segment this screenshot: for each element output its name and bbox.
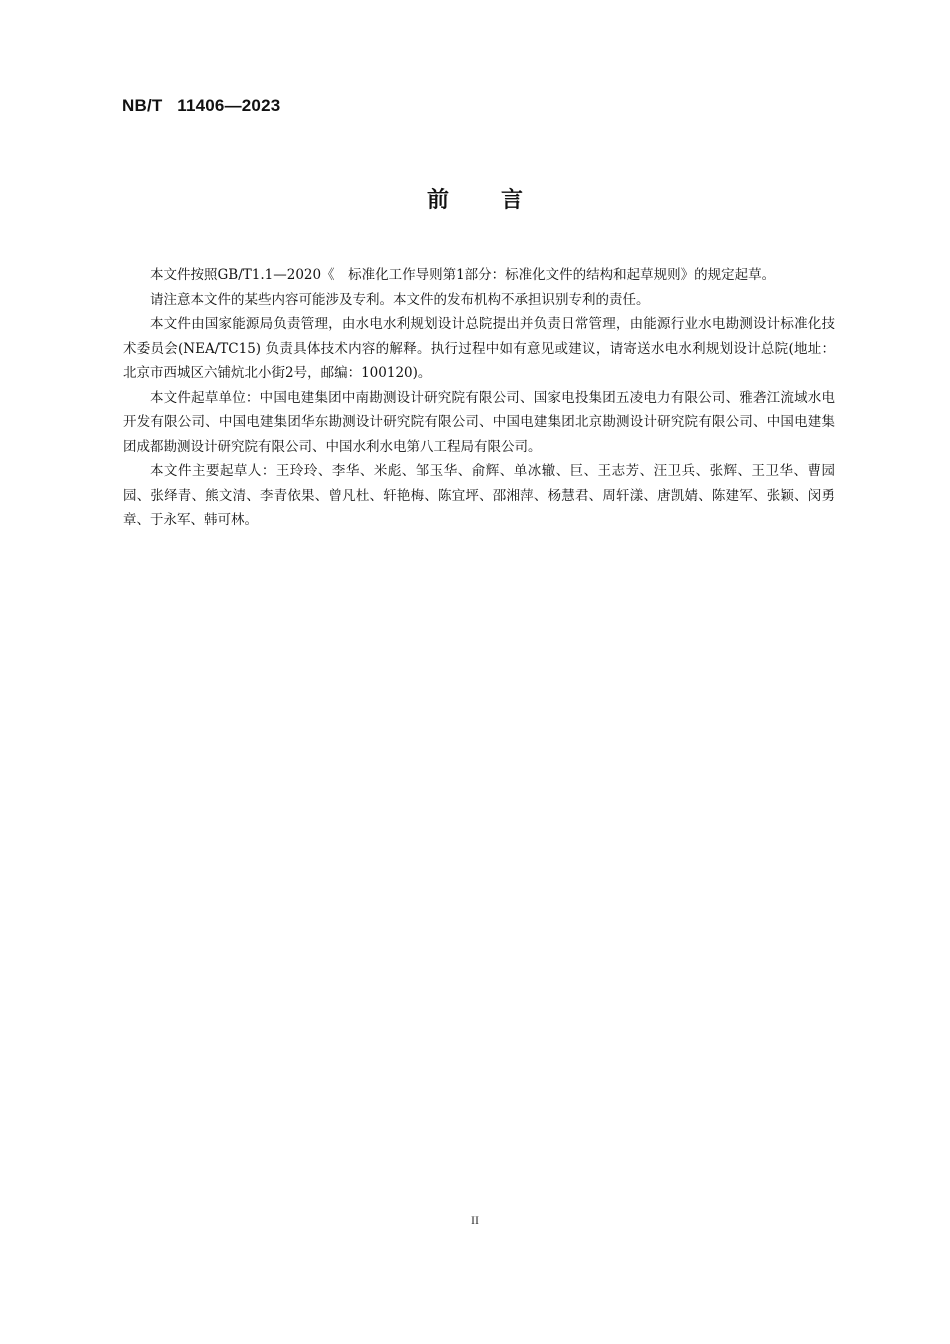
title-char-2: 言 bbox=[501, 188, 524, 213]
page-title bbox=[0, 183, 950, 214]
title-char-1: 前 bbox=[426, 188, 449, 213]
paragraph-drafting-organizations: 本文件起草单位：中国电建集团中南勘测设计研究院有限公司、国家电投集团五凌电力有限公司、雅砻江流域水电开发有限公司、中国电建集团华东勘测设计研究院有限公司、中国电建集团北京勘测设计研究院有限公司、中国电建集团成都勘测设计研究院有限公司、中国水利水电第八工程局有限公司。 bbox=[123, 389, 835, 455]
standard-code: NB/T 11406—2023 bbox=[122, 96, 281, 115]
paragraph-patent-notice: 请注意本文件的某些内容可能涉及专利。本文件的发布机构不承担识别专利的责任。 bbox=[150, 291, 650, 308]
paragraph-drafters: 本文件主要起草人：王玲玲、李华、米彪、邹玉华、俞辉、单冰辙、巨、王志芳、汪卫兵、张辉、王卫华、曹园园、张绎青、熊文清、李青依果、曾凡杜、轩艳梅、陈宜坪、邵湘萍、杨慧君、周轩漾、唐凯婧、陈建军、张颖、闵勇章、于永军、韩可林。 bbox=[123, 463, 835, 528]
foreword-body bbox=[123, 263, 835, 533]
paragraph-drafting-rules: 本文件按照GB/T1.1—2020《 标准化工作导则第1部分：标准化文件的结构和起草规则》的规定起草。 bbox=[150, 267, 776, 283]
page-number: II bbox=[471, 1213, 479, 1227]
paragraph-management: 本文件由国家能源局负责管理，由水电水利规划设计总院提出并负责日常管理，由能源行业水电勘测设计标准化技术委员会(NEA/TC15) 负责具体技术内容的解释。执行过程中如有意见或建议，请寄送水电水利规划设计总院(地址：北京市西城区六铺炕北小街2号，邮编：100120)。 bbox=[123, 316, 835, 381]
